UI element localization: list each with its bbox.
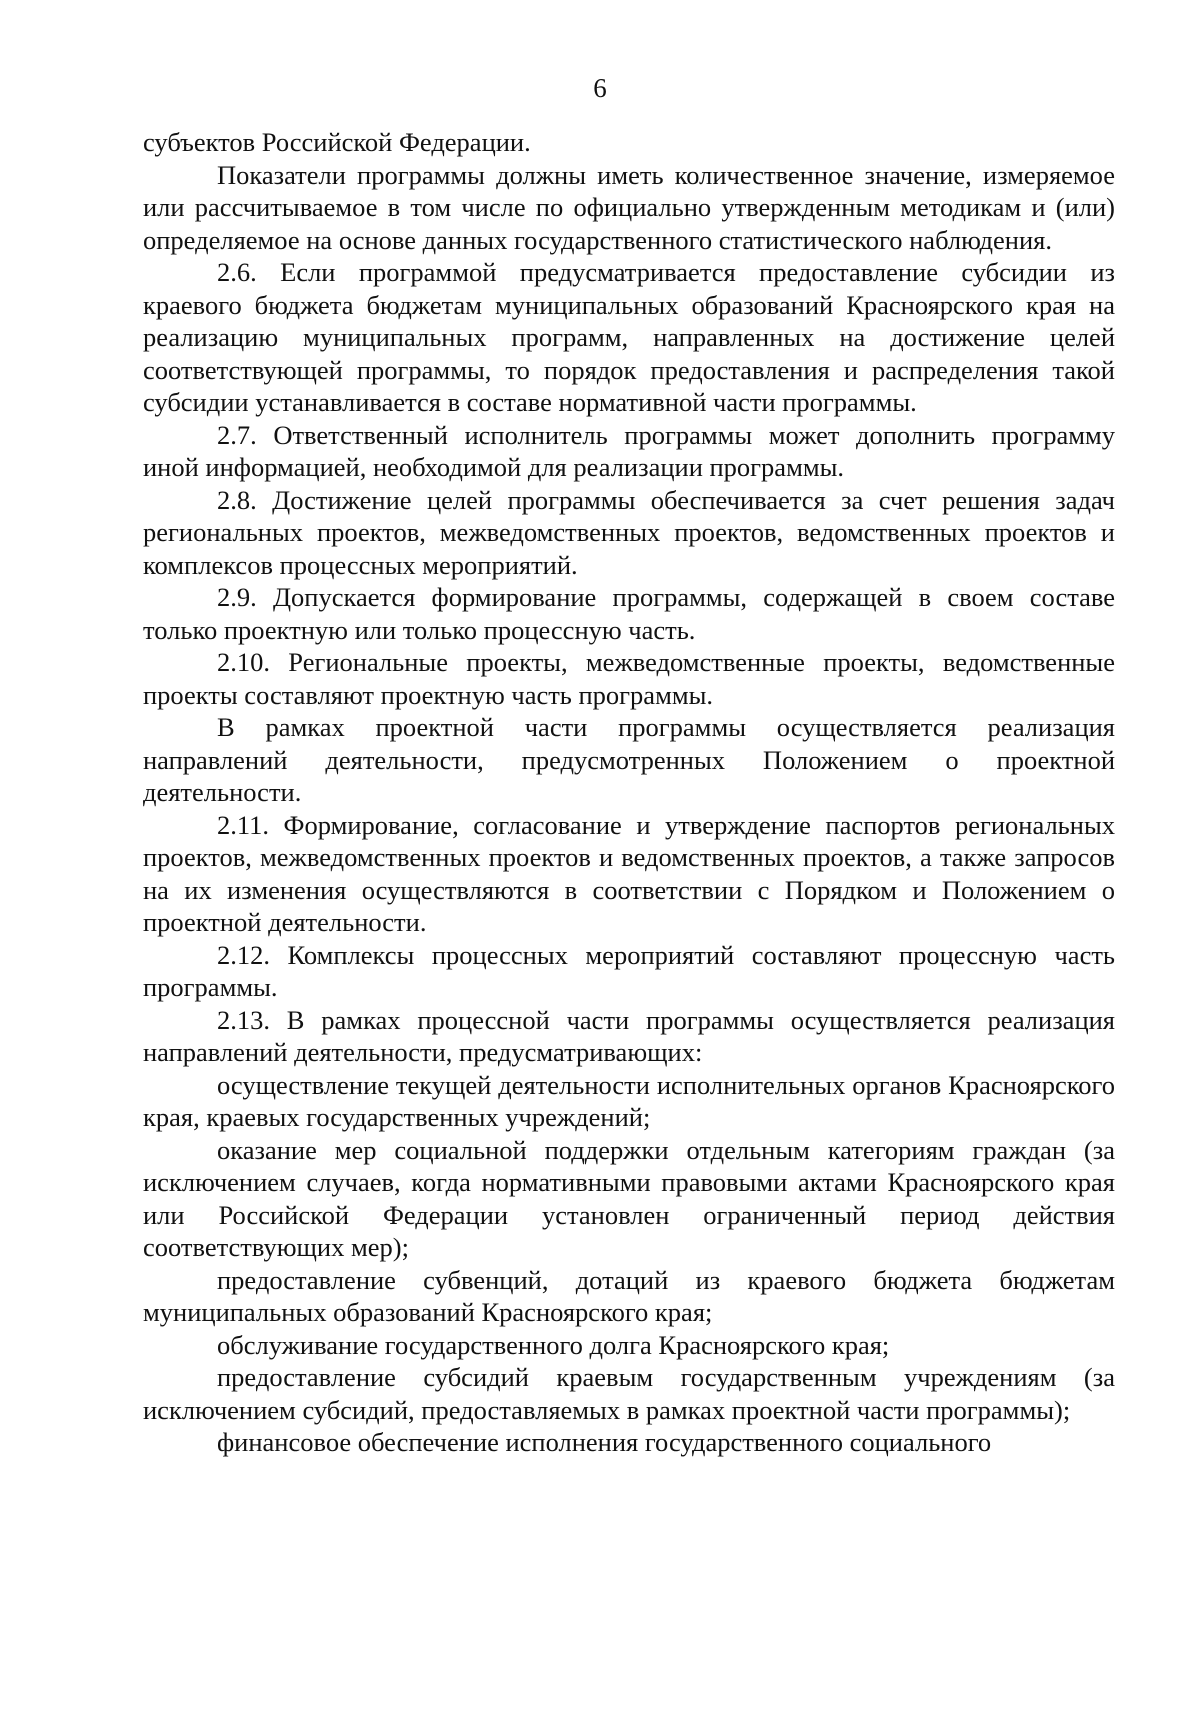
paragraph-2-12: 2.12. Комплексы процессных мероприятий составляют процессную часть программы. [143,939,1115,1002]
paragraph-indicators: Показатели программы должны иметь количественное значение, измеряемое или рассчитываемое в том числе по официально утвержденным методикам и (или) определяемое на основе данных государственного статистического наблюдения. [143,159,1115,255]
list-item-subventions: предоставление субвенций, дотаций из краевого бюджета бюджетам муниципальных образований Красноярского края; [143,1264,1115,1327]
paragraph-2-13: 2.13. В рамках процессной части программы осуществляется реализация направлений деятельности, предусматривающих: [143,1004,1115,1067]
list-item-financial-support: финансовое обеспечение исполнения государственного социального [217,1427,992,1457]
paragraph-2-11: 2.11. Формирование, согласование и утверждение паспортов региональных проектов, межведомственных проектов и ведомственных проектов, а также запросов на их изменения осуществляются в соответствии с Порядком и Положением о проектной деятельности. [143,809,1115,937]
paragraph-2-8: 2.8. Достижение целей программы обеспечивается за счет решения задач региональных проектов, межведомственных проектов, ведомственных проектов и комплексов процессных мероприятий. [143,484,1115,580]
paragraph-2-6: 2.6. Если программой предусматривается предоставление субсидии из краевого бюджета бюджетам муниципальных образований Красноярского края на реализацию муниципальных программ, направленных на достижение целей соответствующей программы, то порядок предоставления и распределения такой субсидии устанавливается в составе нормативной части программы. [143,257,1115,417]
document-body [143,126,1115,1459]
paragraph-project-part: В рамках проектной части программы осуществляется реализация направлений деятельности, предусмотренных Положением о проектной деятельности. [143,712,1115,807]
paragraph-2-7: 2.7. Ответственный исполнитель программы может дополнить программу иной информацией, необходимой для реализации программы. [143,419,1115,482]
paragraph-2-10: 2.10. Региональные проекты, межведомственные проекты, ведомственные проекты составляют проектную часть программы. [143,647,1115,710]
page-number: 6 [593,73,607,103]
paragraph-continuation: субъектов Российской Федерации. [143,127,531,157]
list-item-subsidies: предоставление субсидий краевым государственным учреждениям (за исключением субсидий, предоставляемых в рамках проектной части программы); [143,1362,1115,1425]
list-item-current-activity: осуществление текущей деятельности исполнительных органов Красноярского края, краевых государственных учреждений; [143,1069,1115,1132]
list-item-social-support: оказание мер социальной поддержки отдельным категориям граждан (за исключением случаев, когда нормативными правовыми актами Красноярского края или Российской Федерации установлен ограниченный период действия соответствующих мер); [143,1134,1115,1262]
list-item-debt-service: обслуживание государственного долга Красноярского края; [217,1329,890,1360]
paragraph-2-9: 2.9. Допускается формирование программы, содержащей в своем составе только проектную или только процессную часть. [143,582,1115,645]
